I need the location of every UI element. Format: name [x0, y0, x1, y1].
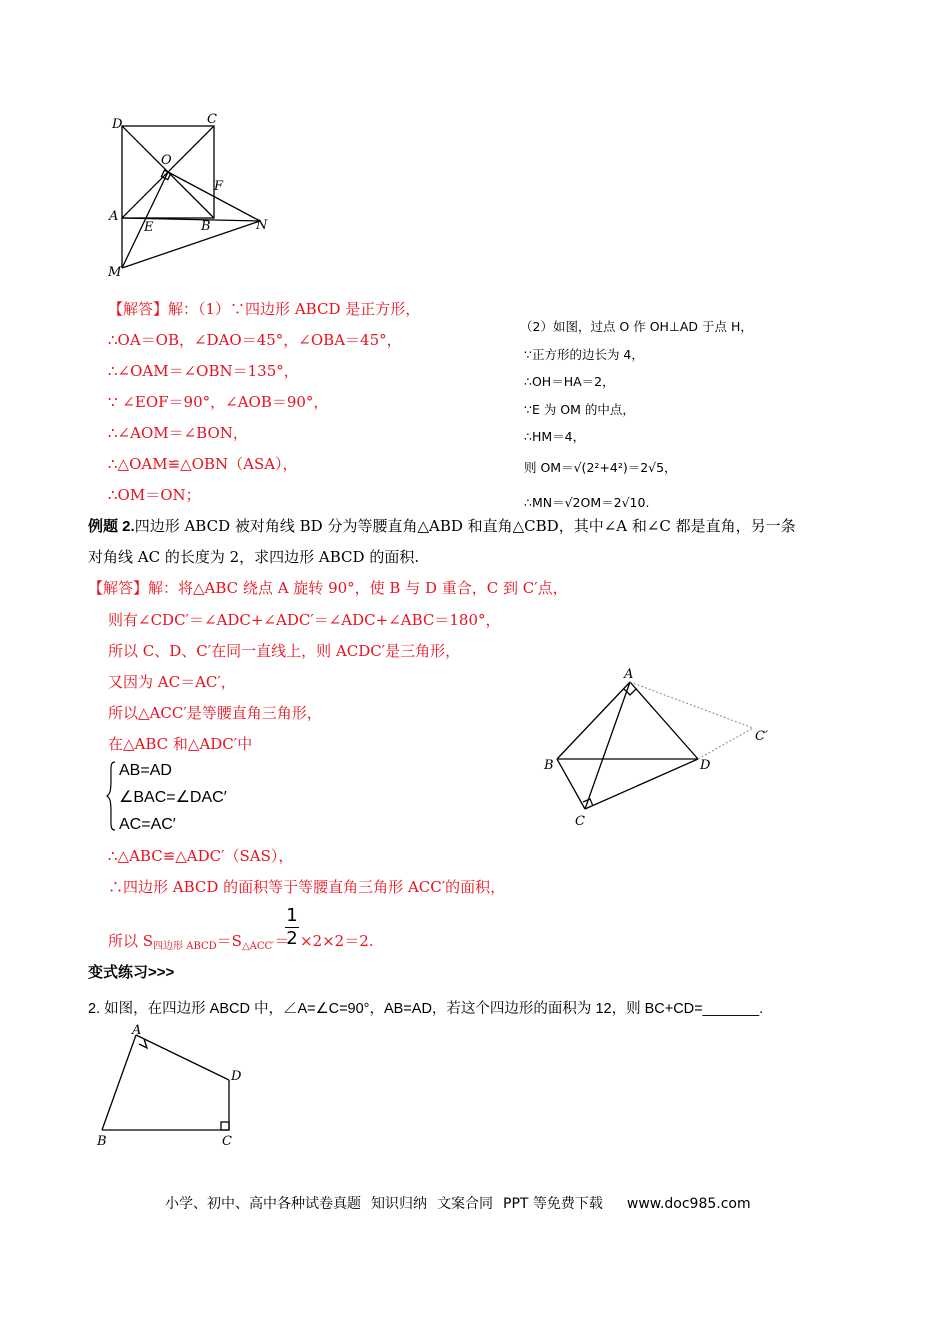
solution1-text-1: 解：（1）∵四边形 ABCD 是正方形， — [168, 300, 421, 318]
label-c2: C — [575, 814, 585, 829]
label-d3: D — [231, 1069, 242, 1084]
footer-item-1: 小学、初中、高中各种试卷真题 — [165, 1196, 361, 1212]
example2-tag: 【解答】 — [88, 580, 149, 597]
example2-solution-line-4: 又因为 AC＝AC′， — [108, 673, 236, 691]
example2-solution-line-2: 则有∠CDC′＝∠ADC+∠ADC′＝∠ADC+∠ABC＝180°， — [108, 611, 501, 629]
fraction-denominator: 2 — [286, 928, 298, 949]
system-line-3: AC=AC′ — [119, 816, 176, 833]
solution1-line-6: ∴△OAM≌△OBN（ASA）， — [108, 455, 298, 473]
part2-line-5: ∴HM＝4， — [524, 429, 586, 444]
example2-sol-text-1: 解：将△ABC 绕点 A 旋转 90°，使 B 与 D 重合，C 到 C′点， — [148, 579, 568, 597]
part2-line-6: 则 OM＝√(2²+4²)＝2√5， — [524, 460, 677, 475]
label-e: E — [144, 220, 154, 235]
example2-solution-line-7: ∴△ABC≌△ADC′（SAS）， — [108, 847, 294, 865]
label-b3: B — [97, 1134, 107, 1149]
part2-line-1: （2）如图，过点 O 作 OH⊥AD 于点 H， — [520, 319, 753, 334]
example2-solution-line-8: ∴四边形 ABCD 的面积等于等腰直角三角形 ACC′的面积， — [108, 878, 506, 896]
label-d2: D — [700, 758, 711, 773]
example2-solution-line-6: 在△ABC 和△ADC′中 — [108, 735, 253, 753]
final-tail: ×2×2＝2. — [300, 932, 374, 950]
footer-item-3: 文案合同 — [437, 1196, 493, 1212]
solution1-line-1 — [108, 299, 420, 320]
footer-link[interactable]: www.doc985.com — [626, 1196, 751, 1212]
solution1-line-4: ∵ ∠EOF＝90°，∠AOB＝90°， — [108, 393, 329, 411]
part2-line-4: ∵E 为 OM 的中点， — [524, 402, 635, 417]
solution1-tag: 【解答】 — [108, 301, 169, 318]
label-a: A — [109, 209, 119, 224]
figure-square-diagram — [100, 108, 290, 283]
example2-line-1 — [88, 516, 796, 537]
footer-item-2: 知识归纳 — [371, 1196, 427, 1212]
label-f: F — [214, 179, 224, 194]
example2-text-1: 四边形 ABCD 被对角线 BD 分为等腰直角△ABD 和直角△CBD，其中∠A 和∠C 都是直角，另一条 — [134, 517, 796, 535]
system-brace — [106, 761, 116, 831]
final-mid: ＝S — [216, 932, 242, 950]
part2-line-7: ∴MN＝√2OM＝2√10. — [524, 495, 650, 510]
solution1-line-5: ∴∠AOM＝∠BON， — [108, 424, 248, 442]
footer-item-4: PPT 等免费下载 — [503, 1196, 603, 1212]
example2-solution-line-5: 所以△ACC′是等腰直角三角形， — [108, 704, 322, 722]
label-d: D — [112, 117, 123, 132]
fraction-numerator: 1 — [286, 905, 298, 926]
system-line-1: AB=AD — [119, 762, 172, 779]
example2-title: 例题 2. — [88, 518, 135, 535]
final-prefix: 所以 S — [108, 932, 154, 950]
label-a2: A — [624, 667, 634, 682]
solution1-line-3: ∴∠OAM＝∠OBN＝135°， — [108, 362, 299, 380]
label-b2: B — [544, 758, 554, 773]
practice-question: 2. 如图，在四边形 ABCD 中，∠A=∠C=90°，AB=AD，若这个四边形的面积为 12，则 BC+CD=_______. — [88, 1001, 764, 1017]
final-sub1: 四边形 ABCD — [153, 941, 217, 952]
example2-solution-line-3: 所以 C、D、C′在同一直线上，则 ACDC′是三角形， — [108, 642, 461, 660]
label-cprime: C′ — [755, 729, 768, 744]
solution1-line-2: ∴OA＝OB，∠DAO＝45°，∠OBA＝45°， — [108, 331, 402, 349]
figure-practice-diagram — [92, 1024, 252, 1154]
label-b: B — [201, 219, 211, 234]
final-sub2: △ACC′ — [241, 941, 275, 952]
label-o: O — [161, 153, 172, 168]
practice-heading: 变式练习>>> — [88, 964, 175, 981]
example2-line-2: 对角线 AC 的长度为 2，求四边形 ABCD 的面积. — [88, 548, 420, 566]
figure-rotation-diagram — [535, 665, 785, 835]
part2-line-2: ∵正方形的边长为 4， — [524, 347, 644, 362]
part2-line-3: ∴OH＝HA＝2， — [524, 374, 615, 389]
label-n: N — [256, 218, 268, 233]
final-eq: ＝ — [274, 932, 290, 950]
fraction — [285, 906, 299, 949]
example2-final-line — [108, 931, 289, 957]
system-line-2: ∠BAC=∠DAC′ — [119, 789, 227, 806]
label-a3: A — [132, 1024, 142, 1038]
label-c: C — [207, 112, 217, 127]
footer — [165, 1193, 761, 1213]
label-c3: C — [222, 1134, 232, 1149]
label-m: M — [108, 265, 122, 280]
solution1-line-7: ∴OM＝ON； — [108, 486, 201, 504]
example2-solution-line-1 — [88, 578, 568, 599]
